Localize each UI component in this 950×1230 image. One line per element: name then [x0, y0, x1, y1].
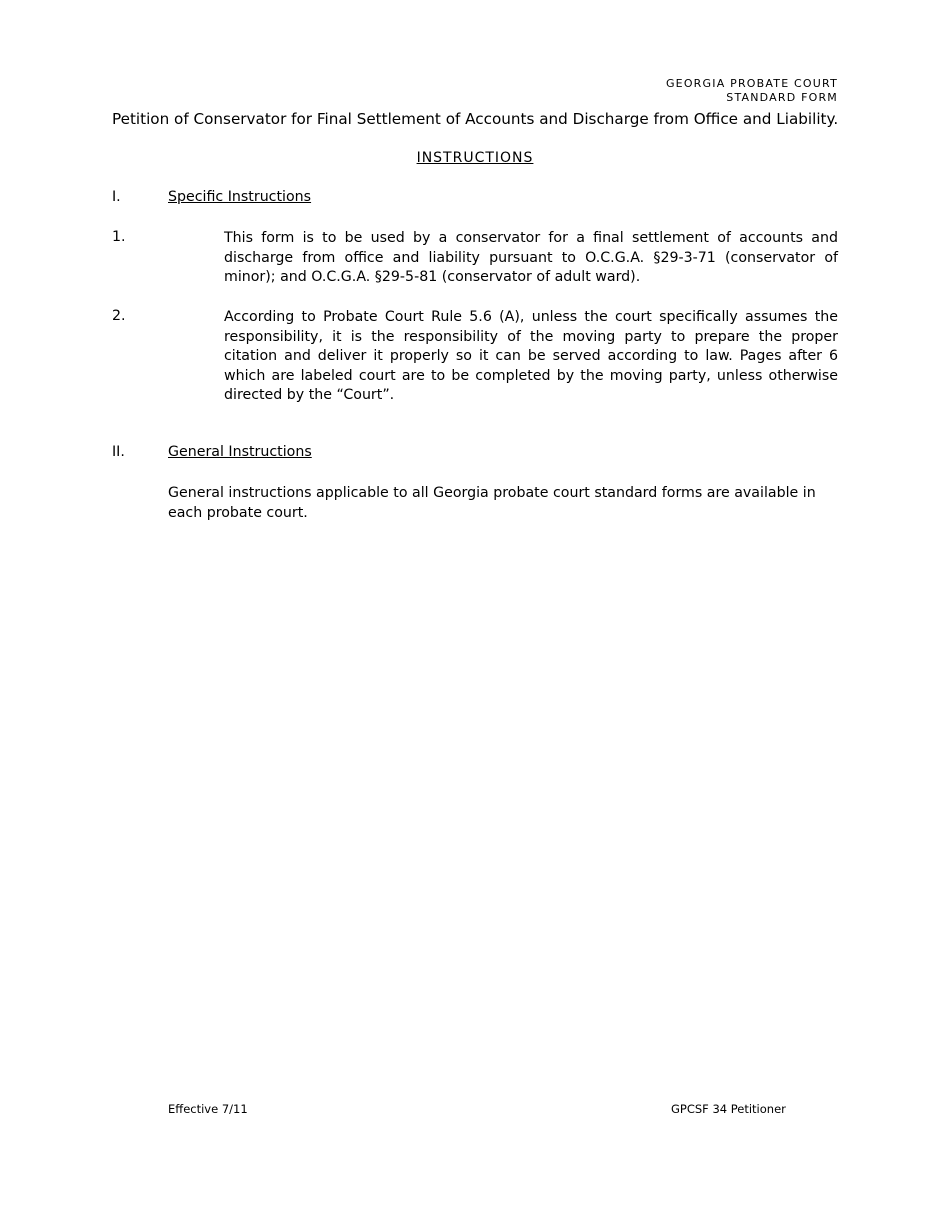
item-number: 2. [112, 308, 126, 324]
document-title: Petition of Conservator for Final Settlement of Accounts and Discharge from Office and Liability. [112, 110, 839, 128]
court-name: GEORGIA PROBATE COURT [665, 77, 838, 90]
footer-effective-date: Effective 7/11 [168, 1102, 248, 1116]
section-label: General Instructions [168, 444, 312, 460]
item-number: 1. [112, 229, 126, 245]
court-header [666, 77, 838, 105]
item-text: According to Probate Court Rule 5.6 (A), unless the court specifically assumes the responsibility, it is the responsibility of the moving party to prepare the proper citation and deliver it properly so it can be served according to law. Pages after 6 which are labeled court are to be completed by the moving party, unless otherwise directed by the “Court”. [224, 309, 838, 404]
section-numeral: I. [112, 189, 121, 205]
footer-form-id: GPCSF 34 Petitioner [671, 1102, 786, 1116]
general-instructions-paragraph: General instructions applicable to all Georgia probate court standard forms are available in each probate court. [168, 485, 816, 521]
section-numeral: II. [112, 444, 125, 460]
form-type: STANDARD FORM [726, 91, 838, 104]
item-text: This form is to be used by a conservator for a final settlement of accounts and discharge from office and liability pursuant to O.C.G.A. §29-3-71 (conservator of minor); and O.C.G.A. §29-5-81 (conservator of adult ward). [224, 230, 838, 286]
instructions-heading [0, 150, 950, 166]
section-label: Specific Instructions [168, 189, 312, 205]
instructions-heading-text: INSTRUCTIONS [416, 150, 534, 166]
